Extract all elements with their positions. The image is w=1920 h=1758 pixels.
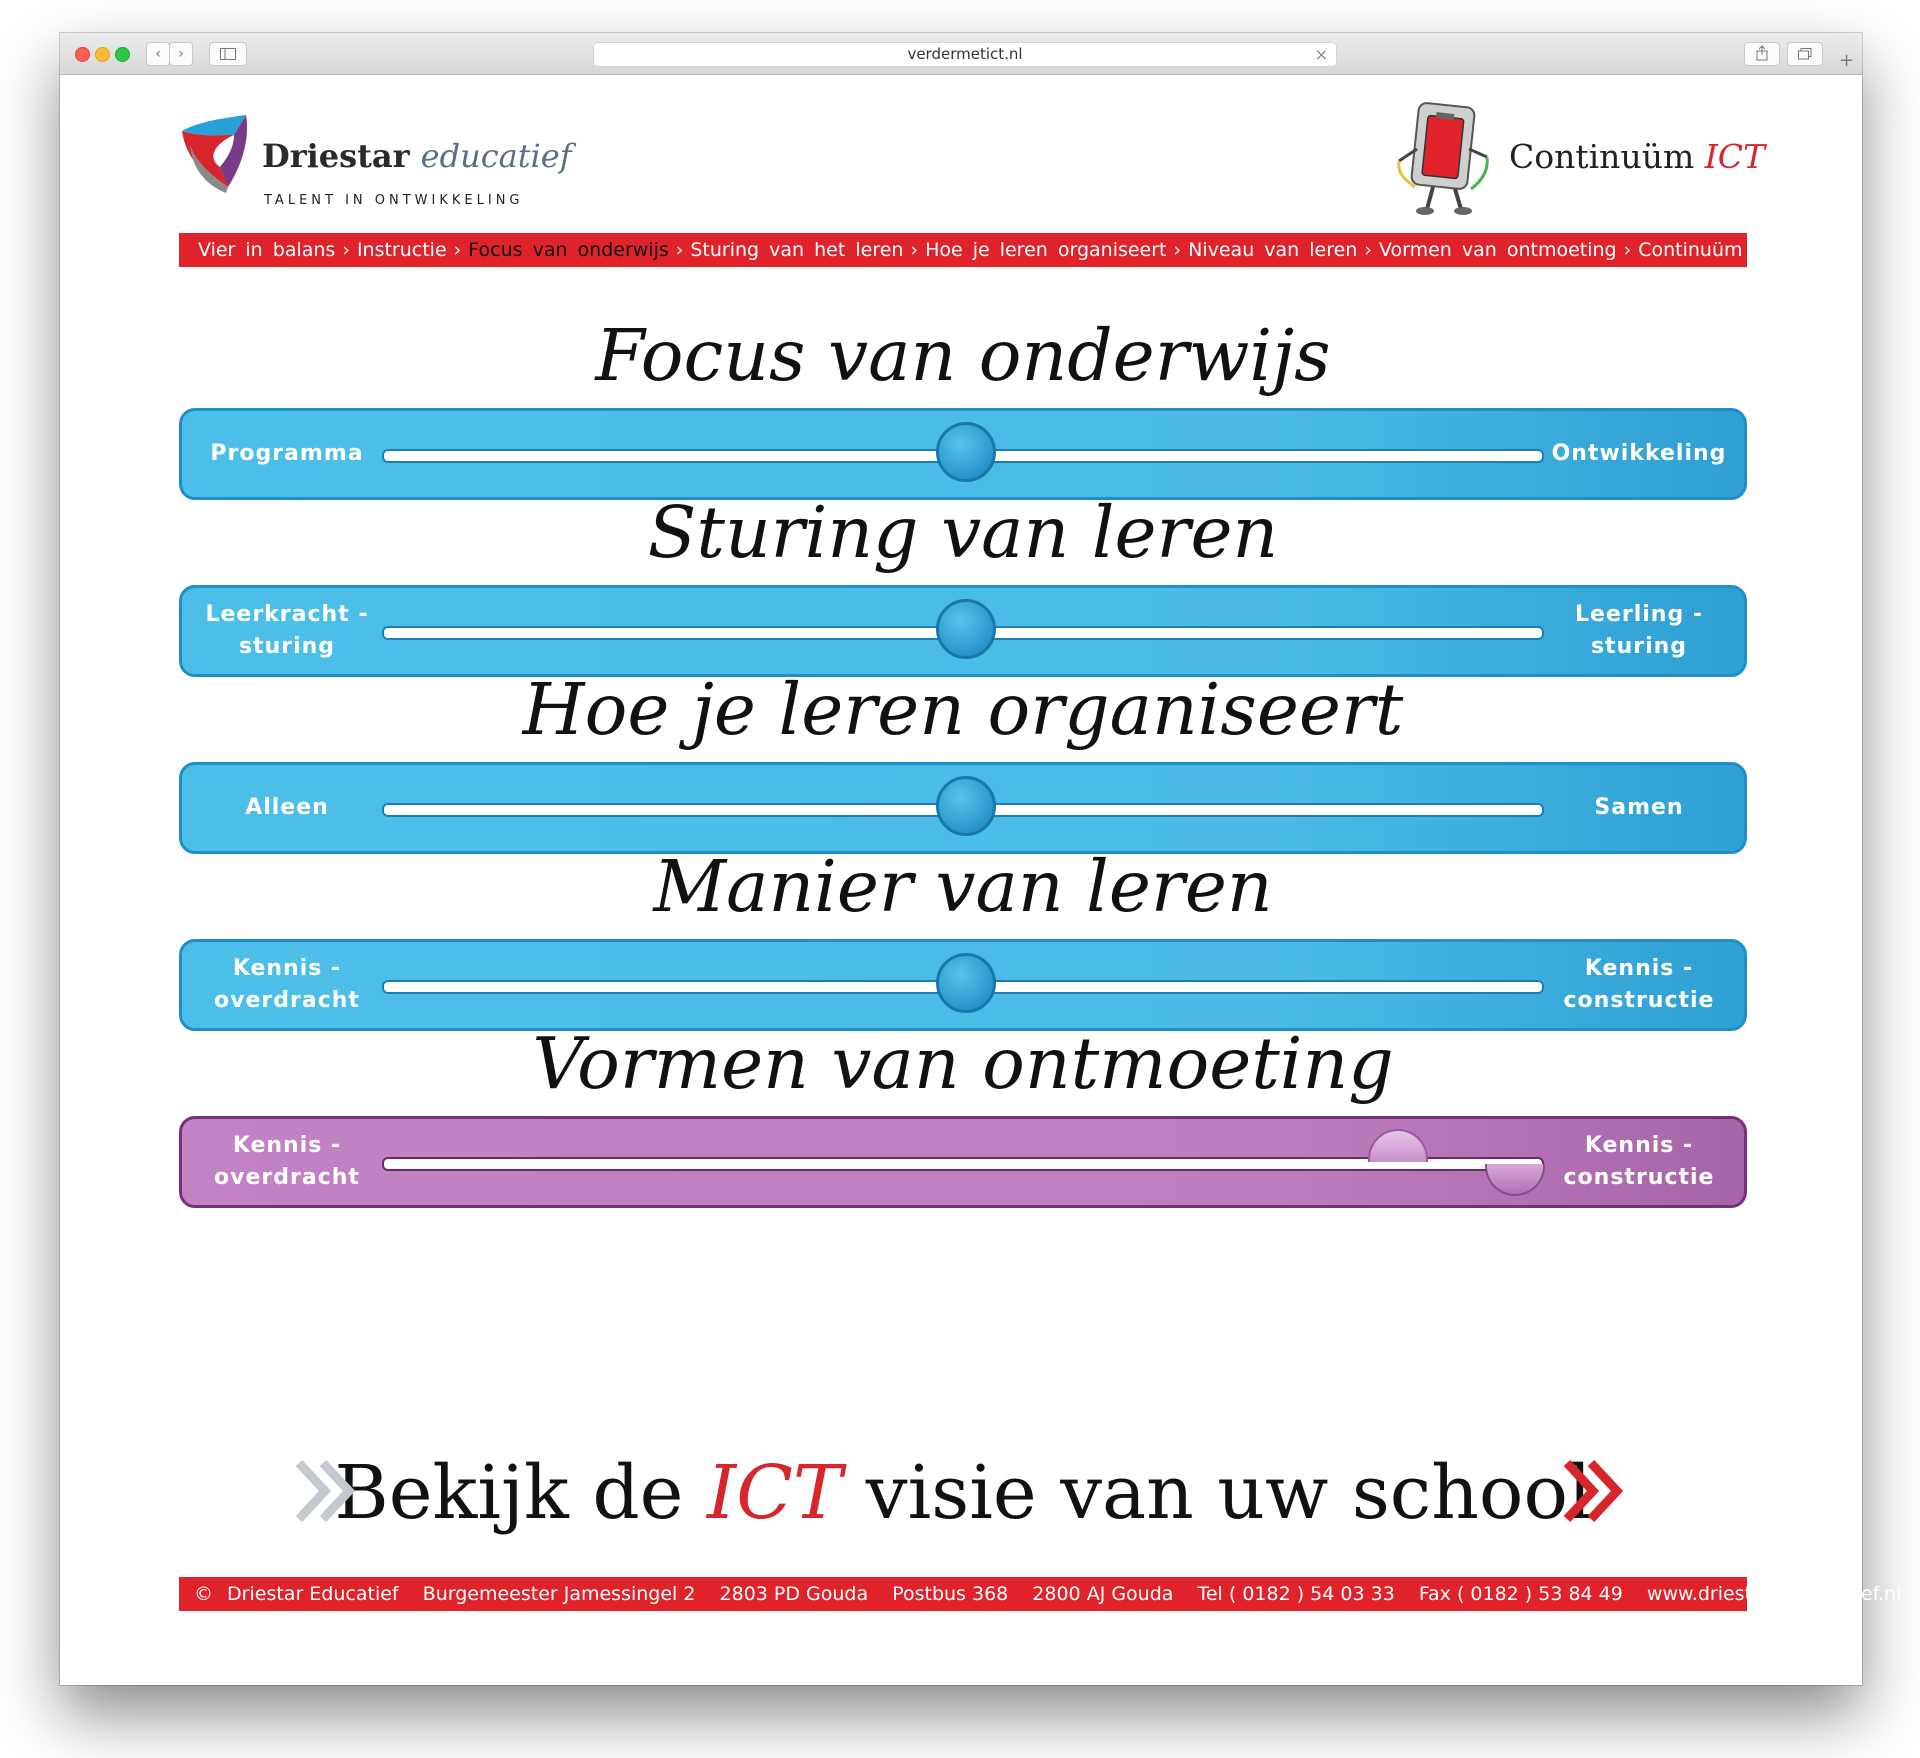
slider-handle[interactable] xyxy=(936,599,996,659)
cta-link[interactable] xyxy=(179,1443,1747,1543)
nav-item[interactable]: Focus van onderwijs xyxy=(468,239,669,261)
slider-left-label: Leerkracht - sturing xyxy=(205,602,369,659)
address-bar[interactable] xyxy=(593,42,1337,67)
back-button[interactable] xyxy=(146,42,170,66)
copyright-icon: © xyxy=(194,1583,213,1605)
section-title: Hoe je leren organiseert xyxy=(522,668,1404,751)
breadcrumb-separator-icon: › xyxy=(1623,239,1632,261)
zoom-window-button[interactable] xyxy=(115,47,130,62)
slider-left-label: Alleen xyxy=(245,795,329,820)
close-window-button[interactable] xyxy=(75,47,90,62)
section-title: Focus van onderwijs xyxy=(595,314,1331,397)
slider-handle[interactable] xyxy=(936,422,996,482)
nav-item[interactable]: Vormen van ontmoeting xyxy=(1378,239,1617,261)
breadcrumb-separator-icon: › xyxy=(342,239,350,261)
chevron-right-icon: › xyxy=(178,46,184,62)
browser-window xyxy=(60,33,1902,1685)
cta-text-before: Bekijk de xyxy=(334,1450,708,1536)
slider-handle[interactable] xyxy=(936,776,996,836)
slider-left-label: Kennis - overdracht xyxy=(214,956,360,1013)
breadcrumb-separator-icon: › xyxy=(675,239,684,261)
footer-item: 2800 AJ Gouda xyxy=(1032,1583,1174,1605)
phone-character-icon xyxy=(1393,99,1491,219)
scale-slider[interactable] xyxy=(179,585,1747,677)
brand-name-suffix: educatief xyxy=(420,137,572,175)
breadcrumb-separator-icon: › xyxy=(1364,239,1372,261)
footer-bar xyxy=(179,1577,1902,1611)
new-tab-icon[interactable]: + xyxy=(1839,50,1855,71)
clear-url-icon[interactable]: × xyxy=(1314,45,1328,64)
tabs-button[interactable] xyxy=(1787,42,1823,66)
chevron-left-icon: ‹ xyxy=(155,46,161,62)
slider-handle-top[interactable] xyxy=(1368,1129,1428,1162)
partner-name xyxy=(1509,137,1765,176)
driestar-logo[interactable] xyxy=(176,109,572,219)
nav-item[interactable]: Niveau van leren xyxy=(1188,239,1358,261)
minimize-window-button[interactable] xyxy=(95,47,110,62)
brand-tagline: TALENT IN ONTWIKKELING xyxy=(264,193,524,208)
footer-item: Tel ( 0182 ) 54 03 33 xyxy=(1197,1583,1395,1605)
footer-link[interactable]: www.driestar - educatief.nl xyxy=(1646,1583,1902,1605)
slider-right-label: Leerling - sturing xyxy=(1575,602,1703,659)
nav-item[interactable]: Sturing van het leren xyxy=(690,239,904,261)
section-title: Vormen van ontmoeting xyxy=(532,1022,1394,1105)
tabs-icon xyxy=(1798,48,1812,60)
slider-right-label: Ontwikkeling xyxy=(1551,441,1727,466)
nav-item[interactable]: Continuüm ICT xyxy=(1638,239,1784,261)
share-button[interactable] xyxy=(1744,42,1780,66)
scale-slider[interactable] xyxy=(179,762,1747,854)
section-title: Manier van leren xyxy=(653,845,1273,928)
url-text: verdermetict.nl xyxy=(907,45,1023,63)
cta-text-highlight: ICT xyxy=(707,1450,843,1536)
sidebar-icon xyxy=(220,48,236,60)
breadcrumb-nav xyxy=(179,233,1784,267)
nav-item[interactable]: Vier in balans xyxy=(198,239,336,261)
footer-item: 2803 PD Gouda xyxy=(719,1583,869,1605)
slider-right-label: Kennis - constructie xyxy=(1563,956,1715,1013)
breadcrumb-separator-icon: › xyxy=(453,239,462,261)
slider-handle[interactable] xyxy=(936,953,996,1013)
slider-right-label: Kennis - constructie xyxy=(1563,1133,1715,1190)
nav-items xyxy=(179,233,1784,267)
browser-titlebar xyxy=(60,33,1862,75)
share-icon xyxy=(1756,46,1768,61)
brand-name-main: Driestar xyxy=(262,137,410,175)
footer-item: Driestar Educatief xyxy=(227,1583,399,1605)
section-title: Sturing van leren xyxy=(647,491,1279,574)
slider-left-label: Programma xyxy=(210,441,364,466)
breadcrumb-separator-icon: › xyxy=(1173,239,1182,261)
scale-slider[interactable] xyxy=(179,408,1747,500)
double-chevron-right-icon xyxy=(1559,1451,1629,1531)
footer-item: Postbus 368 xyxy=(892,1583,1009,1605)
nav-item[interactable]: Hoe je leren organiseert xyxy=(925,239,1167,261)
breadcrumb-separator-icon: › xyxy=(910,239,919,261)
sidebar-toggle-button[interactable] xyxy=(209,42,247,66)
partner-name-main: Continuüm xyxy=(1509,137,1695,176)
cta-text-after: visie van uw school xyxy=(842,1450,1592,1536)
scale-slider[interactable] xyxy=(179,939,1747,1031)
continuum-logo[interactable] xyxy=(1393,99,1813,219)
double-chevron-right-icon xyxy=(291,1451,361,1531)
scale-slider[interactable] xyxy=(179,1116,1747,1208)
web-page xyxy=(60,75,1902,1685)
nav-item[interactable]: Instructie xyxy=(356,239,447,261)
footer-item: Fax ( 0182 ) 53 84 49 xyxy=(1418,1583,1623,1605)
driestar-emblem-icon xyxy=(176,109,258,199)
brand-name xyxy=(262,137,572,175)
slider-left-label: Kennis - overdracht xyxy=(214,1133,360,1190)
slider-right-label: Samen xyxy=(1594,795,1684,820)
footer-item: Burgemeester Jamessingel 2 xyxy=(422,1583,696,1605)
partner-name-suffix: ICT xyxy=(1704,137,1766,176)
forward-button[interactable] xyxy=(169,42,193,66)
